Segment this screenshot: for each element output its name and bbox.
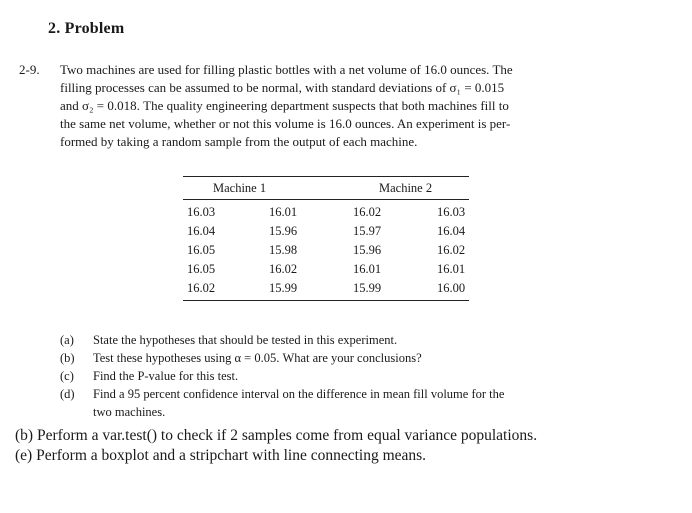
- extra-task-boxplot: (e) Perform a boxplot and a stripchart with line connecting means.: [15, 447, 427, 464]
- part-text: two machines.: [93, 405, 166, 419]
- table-cell: 16.04: [187, 224, 216, 238]
- table-cell: 16.02: [269, 262, 298, 276]
- table-cell: 16.02: [187, 281, 216, 295]
- problem-line: the same net volume, whether or not this volume is 16.0 ounces. An experiment is per-: [60, 116, 511, 131]
- table-cell: 16.01: [353, 262, 382, 276]
- part-text: Find a 95 percent confidence interval on the difference in mean fill volume for the: [93, 387, 505, 401]
- table-cell: 15.98: [269, 243, 298, 257]
- table-cell: 16.01: [437, 262, 466, 276]
- table-cell: 16.05: [187, 243, 216, 257]
- table-cell: 15.99: [269, 281, 298, 295]
- machine-2-header: Machine 2: [379, 181, 433, 195]
- table-cell: 15.97: [353, 224, 382, 238]
- table-cell: 16.00: [437, 281, 466, 295]
- extra-task-vartest: (b) Perform a var.test() to check if 2 samples come from equal variance populations.: [15, 427, 538, 444]
- table-cell: 16.05: [187, 262, 216, 276]
- problem-line: filling processes can be assumed to be normal, with standard deviations of σ₁ = 0.015: [60, 80, 505, 95]
- table-cell: 16.03: [187, 205, 216, 219]
- table-cell: 15.99: [353, 281, 382, 295]
- part-label: (c): [60, 369, 74, 383]
- machine-1-header: Machine 1: [213, 181, 267, 195]
- table-cell: 16.02: [437, 243, 466, 257]
- problem-statement: [60, 61, 600, 151]
- table-cell: 15.96: [353, 243, 382, 257]
- table-cell: 16.04: [437, 224, 466, 238]
- part-label: (b): [60, 351, 75, 365]
- problem-line: and σ₂ = 0.018. The quality engineering department suspects that both machines fill to: [60, 98, 509, 113]
- table-top-rule: [183, 176, 469, 177]
- part-label: (d): [60, 387, 75, 401]
- section-heading: 2. Problem: [48, 20, 125, 37]
- problem-line: Two machines are used for filling plastic bottles with a net volume of 16.0 ounces. The: [60, 62, 513, 77]
- problem-line: formed by taking a random sample from the output of each machine.: [60, 134, 418, 149]
- table-bottom-rule: [183, 300, 469, 301]
- part-text: State the hypotheses that should be tested in this experiment.: [93, 333, 398, 347]
- table-header-rule: [183, 199, 469, 200]
- problem-number: 2-9.: [19, 62, 40, 77]
- table-cell: 16.01: [269, 205, 298, 219]
- table-cell: 15.96: [269, 224, 298, 238]
- part-text: Test these hypotheses using α = 0.05. What are your conclusions?: [93, 351, 422, 365]
- table-cell: 16.02: [353, 205, 382, 219]
- part-label: (a): [60, 333, 74, 347]
- part-text: Find the P-value for this test.: [93, 369, 239, 383]
- table-cell: 16.03: [437, 205, 466, 219]
